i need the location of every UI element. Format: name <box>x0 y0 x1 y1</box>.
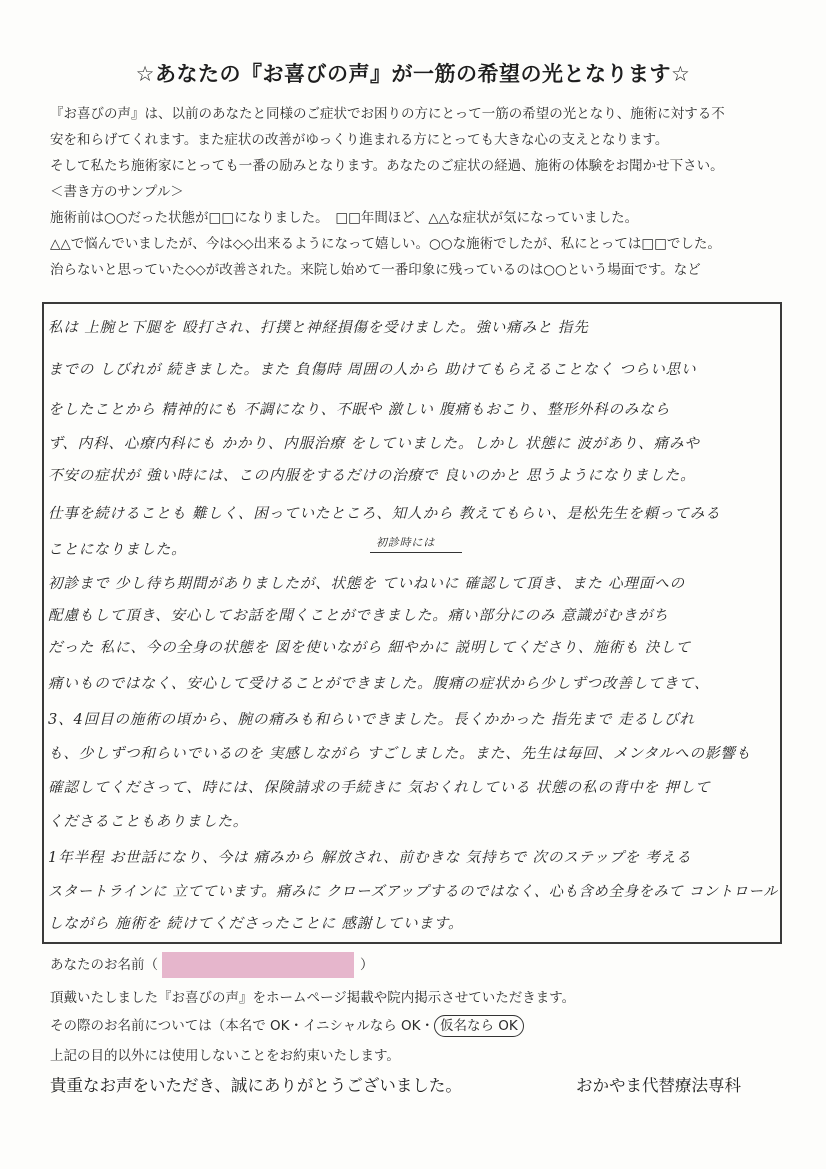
intro-line: 『お喜びの声』は、以前のあなたと同様のご症状でお困りの方にとって一筋の希望の光となり、施術に対する不 <box>50 106 725 122</box>
intro-line: 安を和らげてくれます。また症状の改善がゆっくり進まれる方にとっても大きな心の支えとなります。 <box>50 132 669 148</box>
form-title: ☆あなたの『お喜びの声』が一筋の希望の光となります☆ <box>135 62 691 86</box>
handwritten-line: 確認してくださって、時には、保険請求の手続きに 気おくれしている 状態の私の背中を 押して <box>48 779 711 796</box>
handwritten-line: 配慮もして頂き、安心してお話を聞くことができました。痛い部分にのみ 意識がむきがち <box>48 607 669 624</box>
sample-heading: ＜書き方のサンプル＞ <box>50 184 184 200</box>
handwritten-line: しながら 施術を 続けてくださったことに 感謝しています。 <box>48 915 463 932</box>
handwritten-insert-note: 初診時には <box>376 536 435 549</box>
closing-row <box>50 1072 790 1096</box>
handwritten-line: 1年半程 お世話になり、今は 痛みから 解放され、前むきな 気持ちで 次のステップを 考える <box>48 849 692 866</box>
handwritten-line: 初診まで 少し待ち期間がありましたが、状態を ていねいに 確認して頂き、また 心理面への <box>48 575 685 592</box>
handwritten-line: スタートラインに 立てています。痛みに クローズアップするのではなく、心も含め全身をみて コントロール <box>48 883 778 900</box>
insert-underline <box>370 552 462 553</box>
name-close: ） <box>360 957 374 973</box>
handwritten-line: 仕事を続けることも 難しく、困っていたところ、知人から 教えてもらい、是松先生を頼ってみる <box>48 505 721 522</box>
handwritten-line: ことになりました。 <box>48 541 187 558</box>
intro-line: そして私たち施術家にとっても一番の励みとなります。あなたのご症状の経過、施術の体験をお聞かせ下さい。 <box>50 158 724 174</box>
sample-line: 治らないと思っていた◇◇が改善された。来院し始めて一番印象に残っているのは○○という場面です。など <box>50 262 701 278</box>
handwritten-line: も、少しずつ和らいでいるのを 実感しながら すごしました。また、先生は毎回、メンタルへの影響も <box>48 745 751 762</box>
handwritten-line: までの しびれが 続きました。また 負傷時 周囲の人から 助けてもらえることなく つらい思い <box>48 361 696 378</box>
handwritten-line: くださることもありました。 <box>48 813 248 830</box>
clinic-name: おかやま代替療法専科 <box>576 1076 741 1095</box>
handwritten-line: 私は 上腕と下腿を 殴打され、打撲と神経損傷を受けました。強い痛みと 指先 <box>48 319 589 336</box>
name-option-row <box>50 1014 524 1037</box>
handwritten-line: 不安の症状が 強い時には、この内服をするだけの治療で 良いのかと 思うようになりました。 <box>48 467 695 484</box>
handwritten-line: 痛いものではなく、安心して受けることができました。腹痛の症状から少しずつ改善してきて、 <box>48 675 709 692</box>
name-row <box>50 952 374 978</box>
name-field-redacted[interactable] <box>162 952 354 978</box>
sample-line: 施術前は○○だった状態が□□になりました。 □□年間ほど、△△な症状が気になっていました。 <box>50 210 639 226</box>
thanks-message: 貴重なお声をいただき、誠にありがとうございました。 <box>50 1076 462 1095</box>
sample-line: △△で悩んでいましたが、今は◇◇出来るようになって嬉しい。○○な施術でしたが、私にとっては□□でした。 <box>50 236 721 252</box>
handwritten-line: をしたことから 精神的にも 不調になり、不眠や 激しい 腹痛もおこり、整形外科のみなら <box>48 401 670 418</box>
handwritten-line: だった 私に、今の全身の状態を 図を使いながら 細やかに 説明してくださり、施術も 決して <box>48 639 691 656</box>
name-option-prefix: その際のお名前については（本名で OK・イニシャルなら OK・ <box>50 1018 434 1034</box>
handwritten-line: 3、4回目の施術の頃から、腕の痛みも和らいできました。長くかかった 指先まで 走るしびれ <box>48 711 695 728</box>
name-option-selected[interactable]: 仮名なら OK <box>434 1015 524 1037</box>
publish-notice: 頂戴いたしました『お喜びの声』をホームページ掲載や院内掲示させていただきます。 <box>50 990 576 1006</box>
privacy-notice: 上記の目的以外には使用しないことをお約束いたします。 <box>50 1048 400 1064</box>
handwritten-line: ず、内科、心療内科にも かかり、内服治療 をしていました。しかし 状態に 波があり、痛みや <box>48 435 700 452</box>
name-label: あなたのお名前（ <box>50 957 158 973</box>
intro-text <box>50 101 790 283</box>
